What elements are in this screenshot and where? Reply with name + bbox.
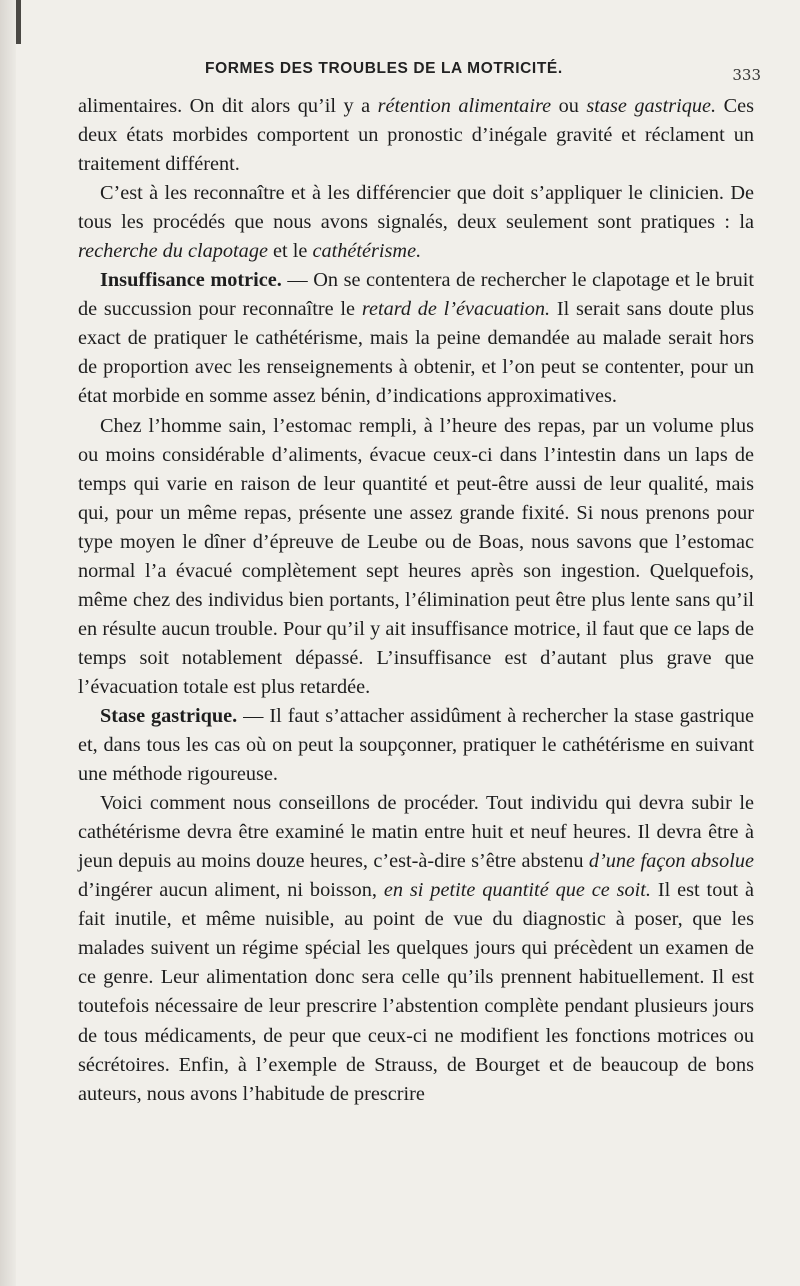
text-run: C’est à les reconnaître et à les différencier que doit s’appliquer le clinicien. De tous les procédés que nous avons signalés, deux seulement sont pratiques : la: [78, 182, 754, 234]
text-body: [78, 92, 754, 1109]
text-run: alimentaires. On dit alors qu’il y a: [78, 95, 378, 117]
text-run: Voici comment nous conseillons de procéder. Tout individu qui devra subir le cathétérisme devra être examiné le matin entre huit et neuf heures. Il devra être à jeun depuis au moins douze heures, c’est-à-dire s’être abstenu: [78, 792, 754, 873]
paragraph: [78, 702, 754, 789]
text-run: — On se contentera de rechercher le clapotage et le bruit de succussion pour reconnaître le: [78, 269, 754, 321]
section-heading-stase-gastrique: Stase gastrique.: [100, 704, 238, 727]
paragraph: [78, 179, 754, 266]
text-run: d’ingérer aucun aliment, ni boisson,: [78, 879, 384, 902]
text-run: — Il faut s’attacher assidûment à rechercher la stase gastrique et, dans tous les cas où on peut la soupçonner, pratiquer le cathétérisme en suivant une méthode rigoureuse.: [78, 704, 754, 786]
text-run: et le: [267, 240, 313, 263]
text-run: ou: [551, 95, 587, 117]
paragraph: [78, 412, 754, 702]
text-run: Il serait sans doute plus exact de pratiquer le cathétérisme, mais la peine demandée au malade serait hors de proportion avec les renseignements à obtenir, et l’on peut se contenter, pour un état morbide en somme assez bénin, d’indications approximatives.: [78, 298, 754, 408]
section-heading-insuffisance-motrice: Insuffisance motrice.: [100, 269, 282, 292]
paragraph: [78, 92, 754, 179]
text-run: Ces deux états morbides comportent un pronostic d’inégale gravité et réclament un traitement différent.: [78, 95, 755, 176]
italic-term: recherche du clapotage: [78, 240, 268, 263]
italic-term: stase gastrique.: [586, 95, 717, 117]
page-header: [75, 56, 761, 86]
italic-term: retard de l’évacuation.: [361, 298, 551, 321]
paragraph: [78, 266, 754, 411]
text-run: Chez l’homme sain, l’estomac rempli, à l’heure des repas, par un volume plus ou moins considérable d’aliments, évacue ceux-ci dans l’intestin dans un laps de temps qui varie en raison de leur quantité et peut-être aussi de leur qualité, mais qui, pour un même repas, présente une assez grande fixité. Si nous prenons pour type moyen le dîner d’épreuve de Leube ou de Boas, nous savons que l’estomac normal l’a évacué complètement sept heures après son ingestion. Quelquefois, même chez des individus bien portants, l’élimination peut être plus lente sans qu’il en résulte aucun trouble. Pour qu’il y ait insuffisance motrice, il faut que ce laps de temps soit notablement dépassé. L’insuffisance est d’autant plus grave que l’évacuation totale est plus retardée.: [78, 414, 754, 698]
binding-mark: [16, 0, 21, 44]
text-run: Il est tout à fait inutile, et même nuisible, au point de vue du diagnostic à poser, que les malades suivent un régime spécial les quelques jours qui précèdent un examen de ce genre. Leur alimentation donc sera celle qu’ils prennent habituellement. Il est toutefois nécessaire de leur prescrire l’abstention complète pendant plusieurs jours de tous médicaments, de peur que ceux-ci ne modifient les fonctions motrices ou sécrétoires. Enfin, à l’exemple de Strauss, de Bourget et de beaucoup de bons auteurs, nous avons l’habitude de prescrire: [78, 879, 754, 1105]
page-binding-edge: [0, 0, 16, 1286]
italic-term: rétention alimentaire: [377, 95, 552, 117]
page-number: 333: [732, 66, 761, 84]
italic-term: en si petite quantité que ce soit.: [383, 879, 651, 902]
running-title: FORMES DES TROUBLES DE LA MOTRICITÉ.: [205, 60, 563, 77]
italic-term: cathétérisme.: [312, 240, 422, 263]
paragraph: [78, 789, 754, 1109]
italic-term: d’une façon absolue: [588, 850, 754, 873]
